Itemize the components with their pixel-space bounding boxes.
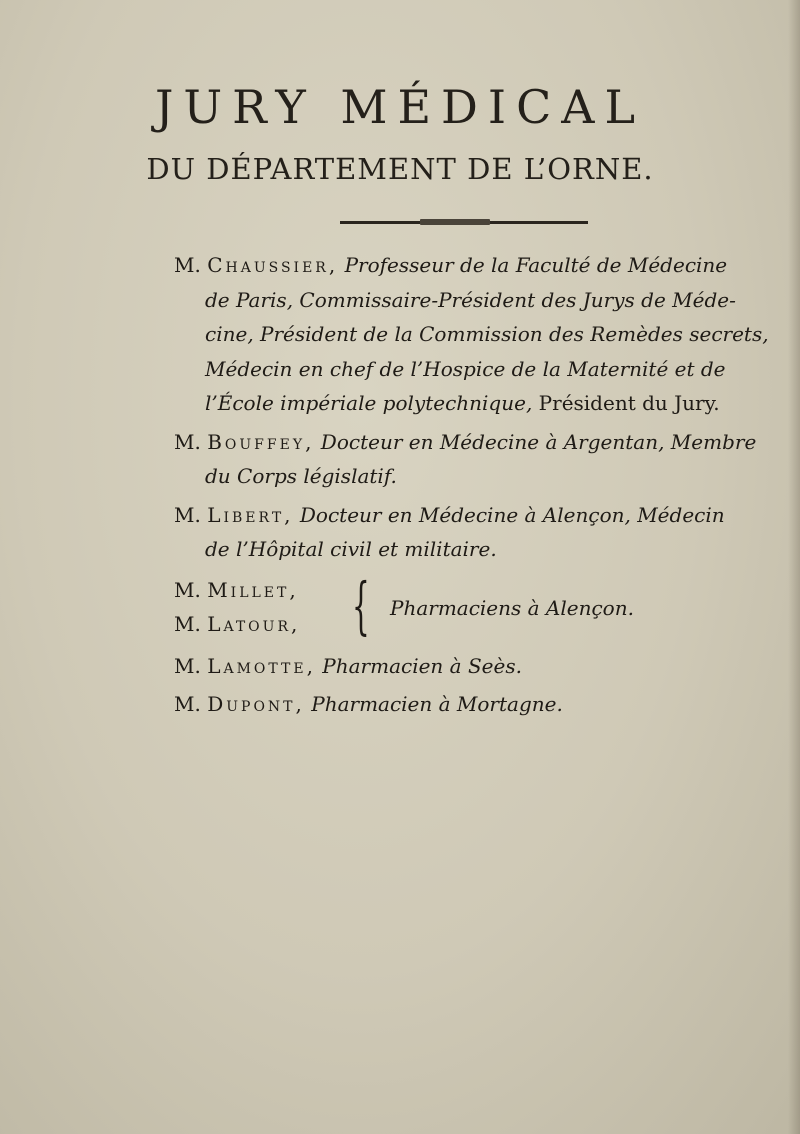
jury-entry-chaussier <box>174 248 769 421</box>
member-title-continued: Médecin en chef de l’Hospice de la Maternité et de <box>205 356 726 381</box>
member-title-continued: de l’Hôpital civil et militaire. <box>205 537 497 561</box>
entry-prefix: M. <box>174 611 201 636</box>
curly-brace: { <box>352 568 370 642</box>
entry-prefix: M. <box>174 502 201 527</box>
page-title: JURY MÉDICAL <box>154 80 646 134</box>
entry-line <box>174 649 754 684</box>
group-member-millet <box>174 573 299 608</box>
member-name: Lamotte, <box>207 653 316 678</box>
entry-prefix: M. <box>174 429 201 454</box>
jury-member-list <box>174 248 769 726</box>
member-title-continued: cine, Président de la Commission des Remèdes secrets, <box>205 322 769 346</box>
jury-entry-lamotte <box>174 649 754 684</box>
member-title-continued: du Corps législatif. <box>205 464 397 488</box>
pharmacists-group-alencon <box>174 568 754 647</box>
entry-line <box>174 386 754 421</box>
group-description: Pharmaciens à Alençon. <box>390 595 634 620</box>
member-role: Président du Jury. <box>532 391 720 415</box>
member-title: Pharmacien à Mortagne. <box>311 692 563 716</box>
member-title: Docteur en Médecine à Argentan, Membre <box>320 429 757 454</box>
member-title: Docteur en Médecine à Alençon, Médecin <box>299 502 725 527</box>
member-title: Professeur de la Faculté de Médecine <box>344 253 728 277</box>
entry-line <box>174 425 757 460</box>
entry-prefix: M. <box>174 692 201 716</box>
member-name: Chaussier, <box>207 253 339 277</box>
member-name: Latour, <box>207 611 301 636</box>
member-title-continued: de Paris, Commissaire-Président des Jurys de Méde- <box>205 287 736 312</box>
decorative-rule <box>340 221 588 224</box>
entry-prefix: M. <box>174 577 201 602</box>
jury-entry-libert <box>174 498 754 567</box>
member-name: Millet, <box>207 577 299 602</box>
entry-line <box>174 687 754 722</box>
member-name: Libert, <box>207 502 294 527</box>
member-title: Pharmacien à Seès. <box>322 653 522 678</box>
member-name: Bouffey, <box>207 429 315 454</box>
page-subtitle: DU DÉPARTEMENT DE L’ORNE. <box>146 152 654 186</box>
member-title-continued: l’École impériale polytechnique, <box>205 391 533 415</box>
entry-prefix: M. <box>174 253 201 277</box>
group-member-latour <box>174 607 300 642</box>
entry-prefix: M. <box>174 653 201 678</box>
jury-entry-dupont <box>174 687 754 722</box>
jury-entry-bouffey <box>174 425 757 494</box>
entry-line <box>174 498 754 533</box>
member-name: Dupont, <box>207 692 305 716</box>
entry-line <box>174 248 754 283</box>
